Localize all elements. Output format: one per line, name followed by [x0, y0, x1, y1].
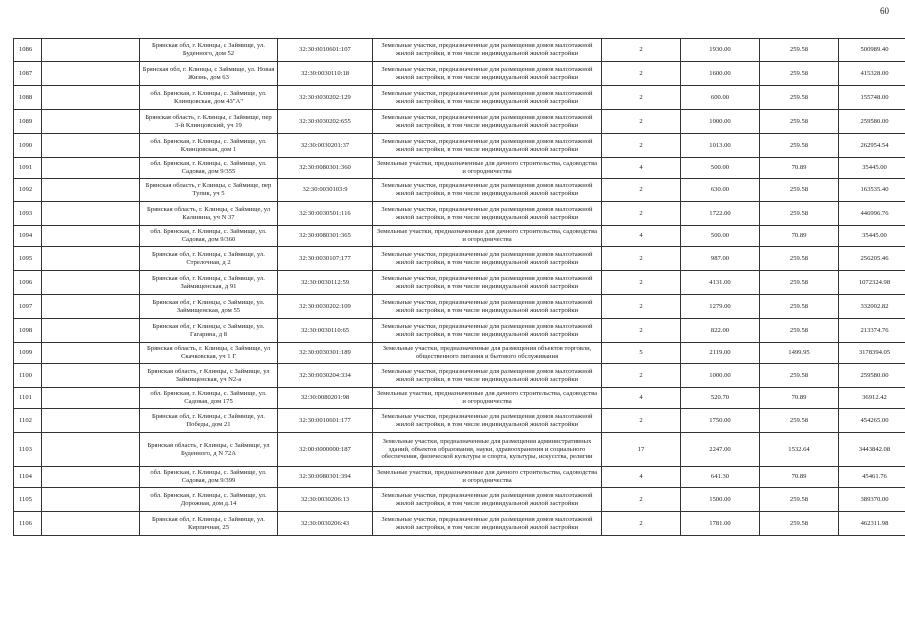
cadastral-value-cell: 259580.00	[839, 110, 905, 134]
cadastral-number-cell: 32:30:0030206:43	[278, 512, 373, 536]
rate-cell: 259.58	[760, 110, 839, 134]
address-cell: Брянская обл, г Клинцы, с Займище, ул. Гагарина, д 8	[140, 319, 278, 343]
row-number-cell: 1090	[14, 134, 42, 158]
cadastral-number-cell: 32:30:0030206:13	[278, 488, 373, 512]
table-row	[14, 134, 905, 158]
land-use-cell: Земельные участки, предназначенные для размещения домов малоэтажной жилой застройки, в том числе индивидуальной жилой застройки	[373, 39, 602, 62]
cadastral-number-cell: 32:30:0030501:116	[278, 202, 373, 226]
cadastral-value-cell: 262954.54	[839, 134, 905, 158]
blank-cell	[42, 295, 140, 319]
blank-cell	[42, 62, 140, 86]
address-cell: обл. Брянская, г. Клинцы, с. Займище, ул. Клинцовская, дом 1	[140, 134, 278, 158]
area-cell: 500.00	[681, 226, 760, 247]
cadastral-value-cell: 389370.00	[839, 488, 905, 512]
blank-cell	[42, 226, 140, 247]
rate-cell: 259.58	[760, 319, 839, 343]
cadastral-number-cell: 32:30:0030201:37	[278, 134, 373, 158]
group-cell: 2	[602, 319, 681, 343]
address-cell: Брянская область, г Клинцы, с Займище, ул Буденного, д N 72А	[140, 433, 278, 467]
group-cell: 17	[602, 433, 681, 467]
blank-cell	[42, 512, 140, 536]
blank-cell	[42, 134, 140, 158]
address-cell: Брянская обл, г. Клинцы, с Займище, ул. Буденного, дом 52	[140, 39, 278, 62]
rate-cell: 259.58	[760, 134, 839, 158]
area-cell: 1500.00	[681, 488, 760, 512]
page-number: 60	[880, 6, 889, 16]
table-row	[14, 319, 905, 343]
blank-cell	[42, 271, 140, 295]
address-cell: Брянская обл, г. Клинцы, с Займище, ул. Кирпичная, 25	[140, 512, 278, 536]
address-cell: Брянская обл, г. Клинцы, с Займище, ул. Победы, дом 21	[140, 409, 278, 433]
cadastral-value-cell: 35445.00	[839, 226, 905, 247]
table-row	[14, 433, 905, 467]
cadastral-value-cell: 35445.00	[839, 158, 905, 179]
row-number-cell: 1100	[14, 364, 42, 388]
cadastral-number-cell: 32:30:0030202:129	[278, 86, 373, 110]
cadastral-number-cell: 32:30:0030202:655	[278, 110, 373, 134]
area-cell: 520.70	[681, 388, 760, 409]
cadastral-number-cell: 32:30:0030110:65	[278, 319, 373, 343]
cadastral-value-cell: 36912.42	[839, 388, 905, 409]
blank-cell	[42, 179, 140, 202]
table-row	[14, 110, 905, 134]
table-row	[14, 488, 905, 512]
rate-cell: 259.58	[760, 39, 839, 62]
cadastral-number-cell: 32:00:0000000:187	[278, 433, 373, 467]
land-use-cell: Земельные участки, предназначенные для размещения домов малоэтажной жилой застройки, в том числе индивидуальной жилой застройки	[373, 319, 602, 343]
area-cell: 600.00	[681, 86, 760, 110]
group-cell: 2	[602, 62, 681, 86]
area-cell: 1600.00	[681, 62, 760, 86]
group-cell: 2	[602, 247, 681, 271]
table-row	[14, 295, 905, 319]
area-cell: 2247.00	[681, 433, 760, 467]
address-cell: обл. Брянская, г. Клинцы, с. Займище, ул. Дорожная, дом д.14	[140, 488, 278, 512]
group-cell: 2	[602, 271, 681, 295]
cadastral-number-cell: 32:30:0080301:365	[278, 226, 373, 247]
land-use-cell: Земельные участки, предназначенные для размещения домов малоэтажной жилой застройки, в том числе индивидуальной жилой застройки	[373, 271, 602, 295]
group-cell: 2	[602, 86, 681, 110]
blank-cell	[42, 110, 140, 134]
address-cell: Брянская область, г Клинцы, с Займище, пер Тупик, уч 5	[140, 179, 278, 202]
group-cell: 2	[602, 202, 681, 226]
area-cell: 1013.00	[681, 134, 760, 158]
rate-cell: 1532.64	[760, 433, 839, 467]
group-cell: 4	[602, 226, 681, 247]
area-cell: 1722.00	[681, 202, 760, 226]
rate-cell: 259.58	[760, 488, 839, 512]
land-use-cell: Земельные участки, предназначенные для размещения домов малоэтажной жилой застройки, в том числе индивидуальной жилой застройки	[373, 364, 602, 388]
row-number-cell: 1103	[14, 433, 42, 467]
area-cell: 2119.00	[681, 343, 760, 364]
land-use-cell: Земельные участки, предназначенные для размещения административных зданий, объектов образования, науки, здравоохранения и социального обеспечения, физической культуры и спорта, культуры, искусства, религии	[373, 433, 602, 467]
table-row	[14, 39, 905, 62]
blank-cell	[42, 247, 140, 271]
address-cell: обл. Брянская, г. Клинцы, с. Займище, ул. Клинцовская, дом 43"А"	[140, 86, 278, 110]
group-cell: 4	[602, 388, 681, 409]
group-cell: 2	[602, 488, 681, 512]
group-cell: 2	[602, 295, 681, 319]
rate-cell: 259.58	[760, 409, 839, 433]
rate-cell: 259.58	[760, 364, 839, 388]
area-cell: 630.00	[681, 179, 760, 202]
cadastral-value-cell: 454265.00	[839, 409, 905, 433]
table-row	[14, 343, 905, 364]
address-cell: Брянская обл, г. Клинцы, с Займище, ул. Стрелочная, д 2	[140, 247, 278, 271]
cadastral-value-cell: 155748.00	[839, 86, 905, 110]
rate-cell: 259.58	[760, 179, 839, 202]
row-number-cell: 1091	[14, 158, 42, 179]
group-cell: 2	[602, 110, 681, 134]
land-use-cell: Земельные участки, предназначенные для размещения домов малоэтажной жилой застройки, в том числе индивидуальной жилой застройки	[373, 295, 602, 319]
address-cell: Брянская обл, г Клинцы, с Займище, ул. Займищенская, дом 55	[140, 295, 278, 319]
blank-cell	[42, 467, 140, 488]
cadastral-value-cell: 213374.76	[839, 319, 905, 343]
table-row	[14, 271, 905, 295]
land-use-cell: Земельные участки, предназначенные для размещения домов малоэтажной жилой застройки, в том числе индивидуальной жилой застройки	[373, 488, 602, 512]
address-cell: обл. Брянская, г. Клинцы, с. Займище, ул. Садовая, дом 9/360	[140, 226, 278, 247]
cadastral-value-cell: 1072324.98	[839, 271, 905, 295]
row-number-cell: 1089	[14, 110, 42, 134]
rate-cell: 259.58	[760, 202, 839, 226]
row-number-cell: 1094	[14, 226, 42, 247]
land-use-cell: Земельные участки, предназначенные для размещения домов малоэтажной жилой застройки, в том числе индивидуальной жилой застройки	[373, 134, 602, 158]
address-cell: обл. Брянская, г. Клинцы, с. Займище, ул. Садовая, дом 9/355	[140, 158, 278, 179]
land-use-cell: Земельные участки, предназначенные для дачного строительства, садоводства и огородничества	[373, 467, 602, 488]
group-cell: 2	[602, 134, 681, 158]
table-row	[14, 467, 905, 488]
blank-cell	[42, 86, 140, 110]
group-cell: 2	[602, 409, 681, 433]
table-row	[14, 512, 905, 536]
table-row	[14, 409, 905, 433]
table-row	[14, 158, 905, 179]
blank-cell	[42, 488, 140, 512]
group-cell: 2	[602, 512, 681, 536]
table-row	[14, 62, 905, 86]
cadastral-value-cell: 45461.76	[839, 467, 905, 488]
cadastral-number-cell: 32:30:0080301:360	[278, 158, 373, 179]
row-number-cell: 1097	[14, 295, 42, 319]
cadastral-value-cell: 163535.40	[839, 179, 905, 202]
cadastral-value-cell: 332002.82	[839, 295, 905, 319]
area-cell: 1930.00	[681, 39, 760, 62]
area-cell: 1000.00	[681, 364, 760, 388]
group-cell: 2	[602, 364, 681, 388]
row-number-cell: 1101	[14, 388, 42, 409]
cadastral-value-cell: 256205.46	[839, 247, 905, 271]
land-use-cell: Земельные участки, предназначенные для дачного строительства, садоводства и огородничества	[373, 226, 602, 247]
rate-cell: 70.89	[760, 467, 839, 488]
blank-cell	[42, 158, 140, 179]
cadastral-number-cell: 32:30:0010601:107	[278, 39, 373, 62]
row-number-cell: 1098	[14, 319, 42, 343]
address-cell: Брянская область, г Клинцы, с Займище, ул Займищенская, уч N2-а	[140, 364, 278, 388]
cadastral-value-cell: 500989.40	[839, 39, 905, 62]
cadastral-number-cell: 32:30:0030301:189	[278, 343, 373, 364]
address-cell: Брянская область, г. Клинцы, с Займище, пер 3-й Клинцовский, уч 19	[140, 110, 278, 134]
blank-cell	[42, 319, 140, 343]
address-cell: Брянская область, г. Клинцы, с Займище, ул Скачковская, уч 1 Г	[140, 343, 278, 364]
rate-cell: 259.58	[760, 62, 839, 86]
cadastral-number-cell: 32:30:0080201:98	[278, 388, 373, 409]
table-row	[14, 247, 905, 271]
blank-cell	[42, 433, 140, 467]
row-number-cell: 1102	[14, 409, 42, 433]
table-row	[14, 179, 905, 202]
area-cell: 1000.00	[681, 110, 760, 134]
land-use-cell: Земельные участки, предназначенные для размещения домов малоэтажной жилой застройки, в том числе индивидуальной жилой застройки	[373, 86, 602, 110]
row-number-cell: 1096	[14, 271, 42, 295]
rate-cell: 70.89	[760, 226, 839, 247]
row-number-cell: 1104	[14, 467, 42, 488]
rate-cell: 70.89	[760, 158, 839, 179]
table-row	[14, 226, 905, 247]
cadastral-value-cell: 446996.76	[839, 202, 905, 226]
cadastral-value-cell: 415328.00	[839, 62, 905, 86]
blank-cell	[42, 202, 140, 226]
land-valuation-table	[13, 38, 905, 536]
area-cell: 641.30	[681, 467, 760, 488]
area-cell: 1279.00	[681, 295, 760, 319]
rate-cell: 259.58	[760, 247, 839, 271]
land-use-cell: Земельные участки, предназначенные для размещения домов малоэтажной жилой застройки, в том числе индивидуальной жилой застройки	[373, 512, 602, 536]
rate-cell: 259.58	[760, 295, 839, 319]
address-cell: Брянская обл, г. Клинцы, с Займище, ул. Займищенская, д 91	[140, 271, 278, 295]
rate-cell: 259.58	[760, 86, 839, 110]
area-cell: 4131.00	[681, 271, 760, 295]
blank-cell	[42, 388, 140, 409]
land-use-cell: Земельные участки, предназначенные для размещения домов малоэтажной жилой застройки, в том числе индивидуальной жилой застройки	[373, 179, 602, 202]
rate-cell: 70.89	[760, 388, 839, 409]
row-number-cell: 1105	[14, 488, 42, 512]
group-cell: 2	[602, 179, 681, 202]
cadastral-value-cell: 462311.98	[839, 512, 905, 536]
area-cell: 500.00	[681, 158, 760, 179]
group-cell: 4	[602, 467, 681, 488]
blank-cell	[42, 343, 140, 364]
land-use-cell: Земельные участки, предназначенные для дачного строительства, садоводства и огородничества	[373, 158, 602, 179]
address-cell: Брянская область, г. Клинцы, с Займище, ул Калинина, уч N 37	[140, 202, 278, 226]
land-use-cell: Земельные участки, предназначенные для размещения домов малоэтажной жилой застройки, в том числе индивидуальной жилой застройки	[373, 62, 602, 86]
land-use-cell: Земельные участки, предназначенные для размещения объектов торговли, общественного питания и бытового обслуживания	[373, 343, 602, 364]
cadastral-number-cell: 32:30:0030112:59	[278, 271, 373, 295]
table-row	[14, 86, 905, 110]
table-row	[14, 364, 905, 388]
area-cell: 822.00	[681, 319, 760, 343]
blank-cell	[42, 39, 140, 62]
row-number-cell: 1092	[14, 179, 42, 202]
area-cell: 1750.00	[681, 409, 760, 433]
row-number-cell: 1106	[14, 512, 42, 536]
cadastral-number-cell: 32:30:0030103:9	[278, 179, 373, 202]
rate-cell: 259.58	[760, 271, 839, 295]
row-number-cell: 1099	[14, 343, 42, 364]
blank-cell	[42, 409, 140, 433]
address-cell: обл. Брянская, г. Клинцы, с. Займище, ул. Садовая, дом 175	[140, 388, 278, 409]
area-cell: 1781.00	[681, 512, 760, 536]
blank-cell	[42, 364, 140, 388]
table-row	[14, 202, 905, 226]
cadastral-number-cell: 32:30:0030110:18	[278, 62, 373, 86]
cadastral-value-cell: 3178394.05	[839, 343, 905, 364]
cadastral-number-cell: 32:30:0080301:394	[278, 467, 373, 488]
row-number-cell: 1086	[14, 39, 42, 62]
cadastral-number-cell: 32:30:0030107:177	[278, 247, 373, 271]
land-use-cell: Земельные участки, предназначенные для дачного строительства, садоводства и огородничества	[373, 388, 602, 409]
land-use-cell: Земельные участки, предназначенные для размещения домов малоэтажной жилой застройки, в том числе индивидуальной жилой застройки	[373, 110, 602, 134]
cadastral-number-cell: 32:30:0030202:109	[278, 295, 373, 319]
land-use-cell: Земельные участки, предназначенные для размещения домов малоэтажной жилой застройки, в том числе индивидуальной жилой застройки	[373, 247, 602, 271]
row-number-cell: 1087	[14, 62, 42, 86]
group-cell: 4	[602, 158, 681, 179]
table-row	[14, 388, 905, 409]
table-body	[14, 39, 905, 536]
row-number-cell: 1095	[14, 247, 42, 271]
group-cell: 2	[602, 39, 681, 62]
cadastral-value-cell: 259580.00	[839, 364, 905, 388]
area-cell: 987.00	[681, 247, 760, 271]
rate-cell: 1499.95	[760, 343, 839, 364]
land-use-cell: Земельные участки, предназначенные для размещения домов малоэтажной жилой застройки, в том числе индивидуальной жилой застройки	[373, 202, 602, 226]
cadastral-number-cell: 32:30:0010601:177	[278, 409, 373, 433]
cadastral-value-cell: 3443842.08	[839, 433, 905, 467]
row-number-cell: 1093	[14, 202, 42, 226]
rate-cell: 259.58	[760, 512, 839, 536]
cadastral-number-cell: 32:30:0030204:334	[278, 364, 373, 388]
address-cell: Брянская обл, г. Клинцы, с Займище, ул. Новая Жизнь, дом 63	[140, 62, 278, 86]
row-number-cell: 1088	[14, 86, 42, 110]
address-cell: обл. Брянская, г. Клинцы, с. Займище, ул. Садовая, дом 9/399	[140, 467, 278, 488]
land-use-cell: Земельные участки, предназначенные для размещения домов малоэтажной жилой застройки, в том числе индивидуальной жилой застройки	[373, 409, 602, 433]
group-cell: 5	[602, 343, 681, 364]
